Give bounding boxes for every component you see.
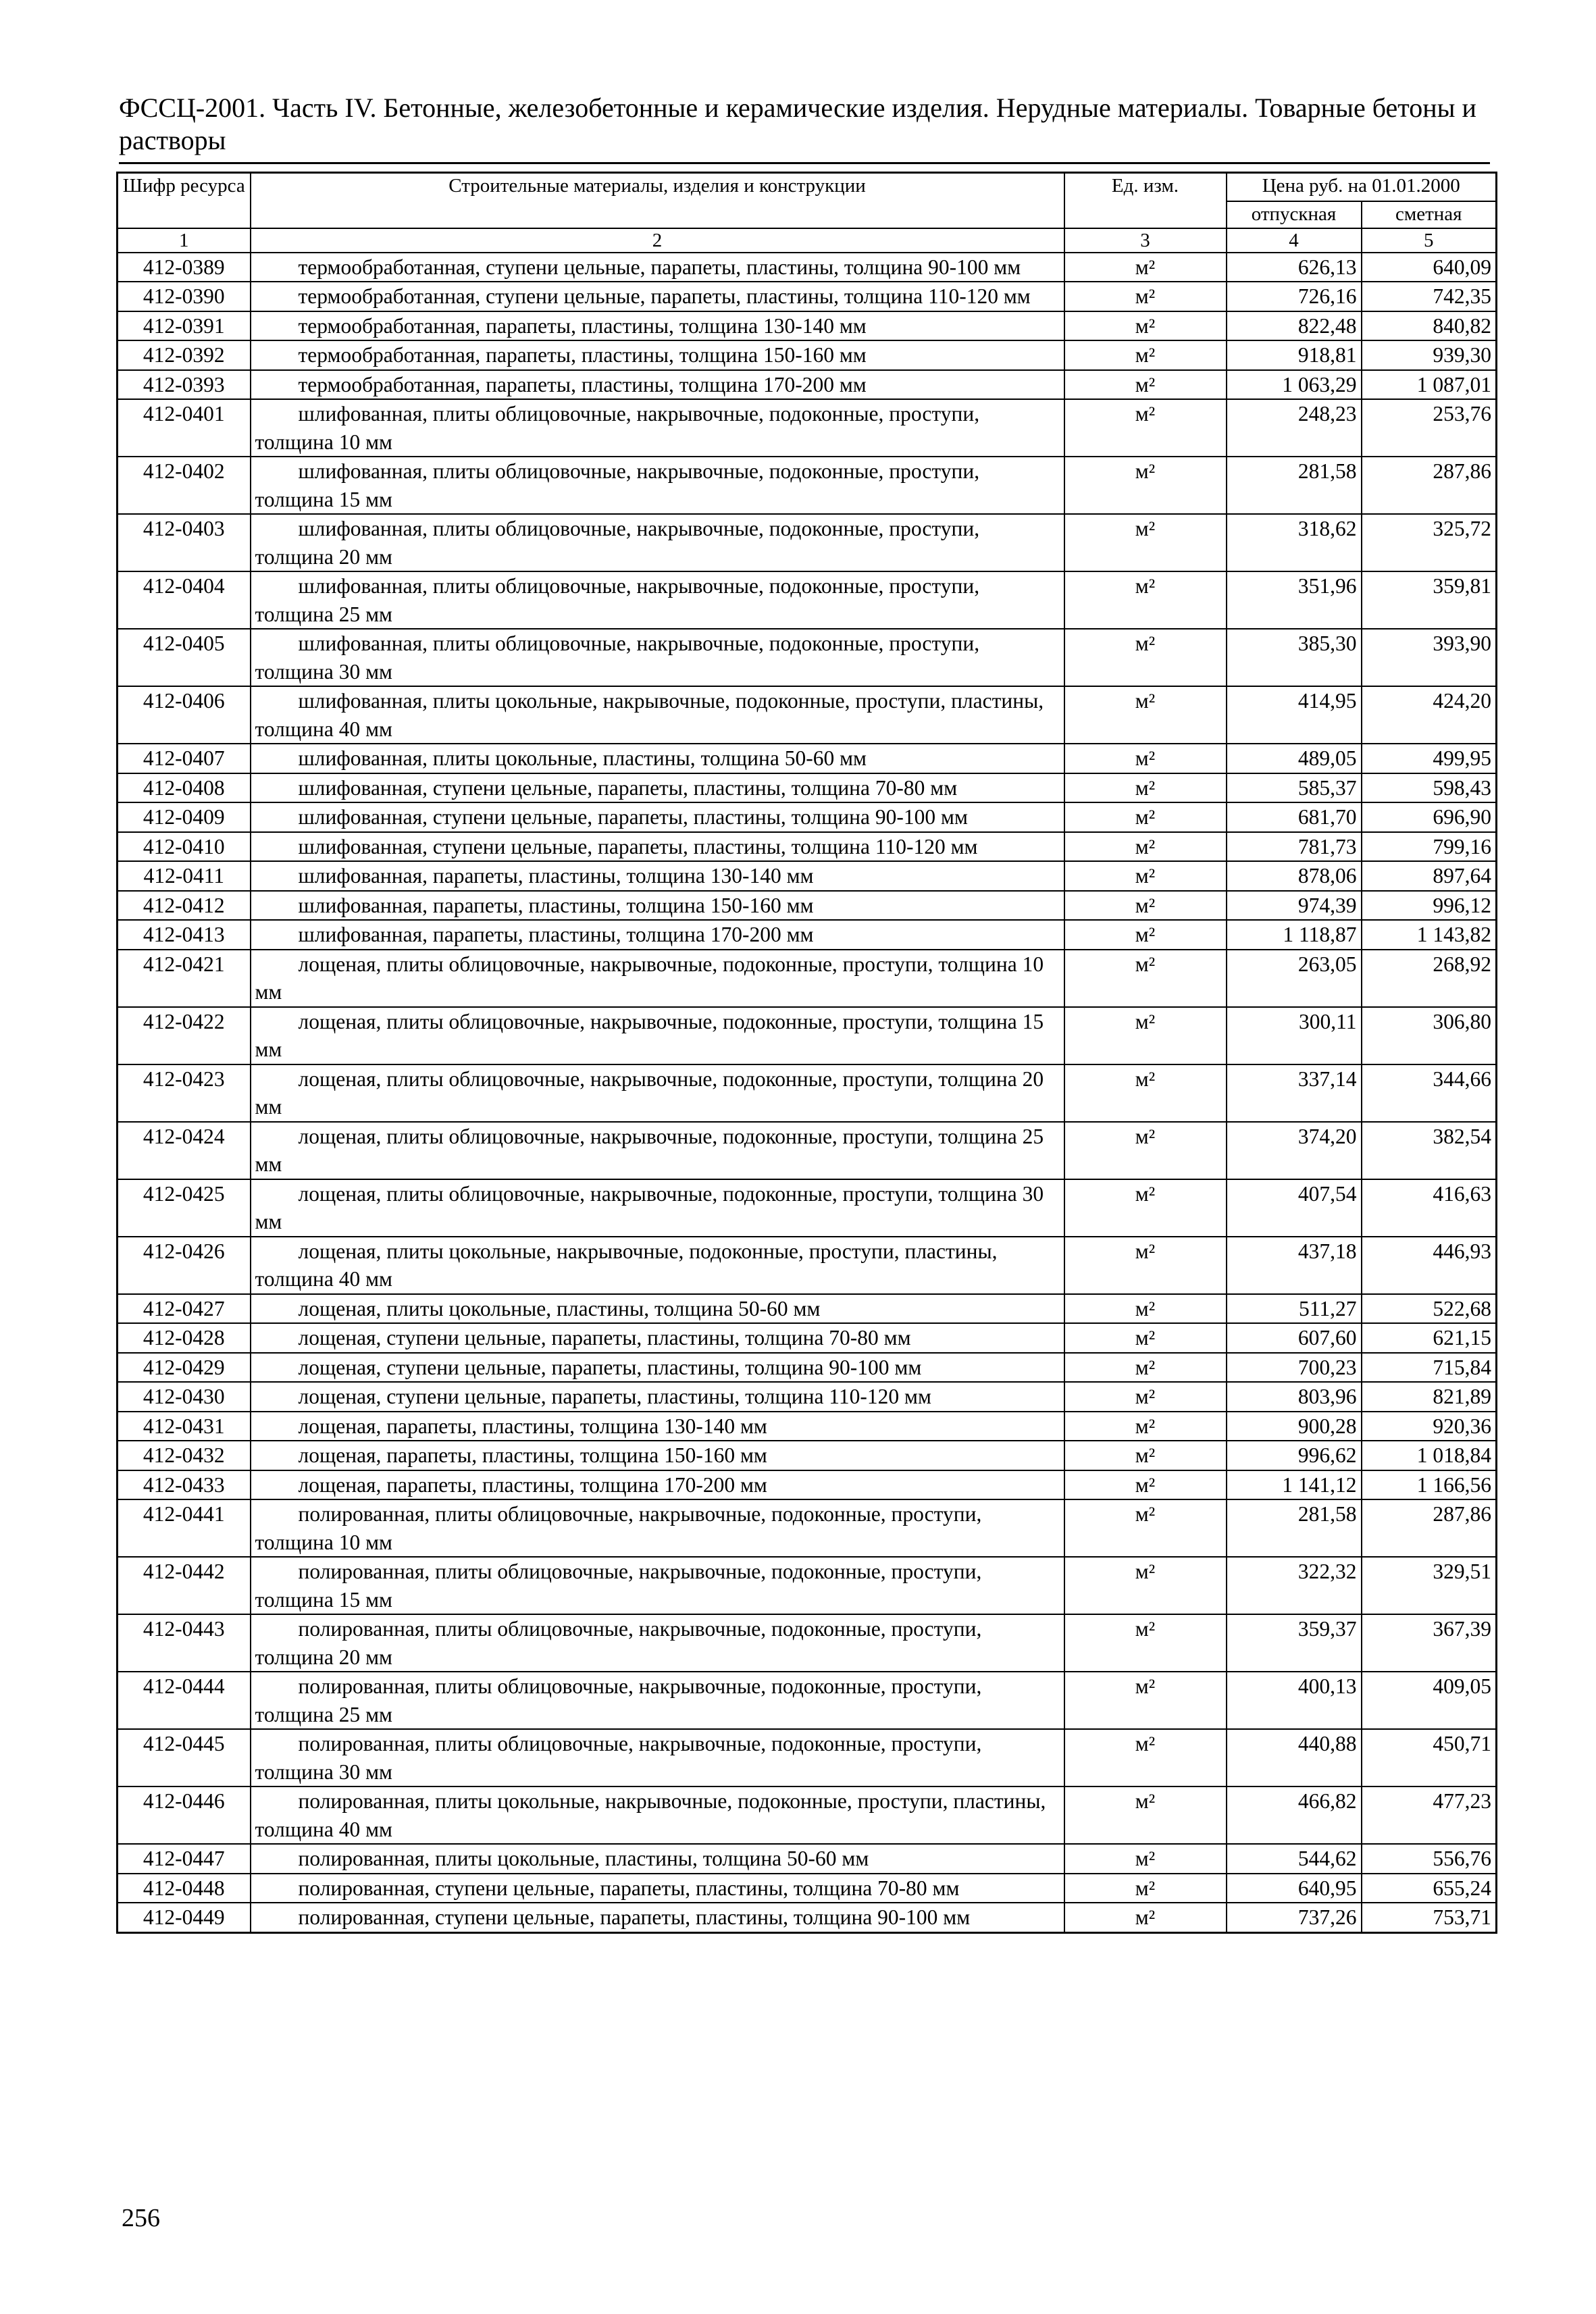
material-name-cell: шлифованная, плиты цокольные, накрывочные, подоконные, проступи, пластины, толщина 40 мм <box>251 686 1064 744</box>
estimate-price-cell: 393,90 <box>1362 629 1497 686</box>
estimate-price-cell: 367,39 <box>1362 1614 1497 1672</box>
material-name-cell: лощеная, парапеты, пластины, толщина 170-200 мм <box>251 1470 1064 1500</box>
material-name-cell: полированная, плиты облицовочные, накрывочные, подоконные, проступи, толщина 15 мм <box>251 1557 1064 1614</box>
release-price-cell: 359,37 <box>1227 1614 1362 1672</box>
estimate-price-cell: 715,84 <box>1362 1353 1497 1383</box>
table-row <box>118 1557 1497 1614</box>
unit-cell: м² <box>1064 1614 1227 1672</box>
unit-cell: м² <box>1064 282 1227 311</box>
column-header-unit: Ед. изм. <box>1064 173 1227 228</box>
estimate-price-cell: 329,51 <box>1362 1557 1497 1614</box>
table-row <box>118 1382 1497 1412</box>
table-row <box>118 1903 1497 1932</box>
unit-cell: м² <box>1064 1844 1227 1874</box>
estimate-price-cell: 640,09 <box>1362 253 1497 282</box>
resource-code-cell: 412-0432 <box>118 1441 251 1470</box>
estimate-price-cell: 742,35 <box>1362 282 1497 311</box>
unit-cell: м² <box>1064 773 1227 803</box>
table-row <box>118 686 1497 744</box>
table-row <box>118 399 1497 457</box>
column-header-code: Шифр ресурса <box>118 173 251 228</box>
release-price-cell: 466,82 <box>1227 1786 1362 1844</box>
estimate-price-cell: 287,86 <box>1362 457 1497 514</box>
estimate-price-cell: 939,30 <box>1362 340 1497 370</box>
release-price-cell: 607,60 <box>1227 1323 1362 1353</box>
table-row <box>118 1237 1497 1294</box>
unit-cell: м² <box>1064 1353 1227 1383</box>
release-price-cell: 640,95 <box>1227 1874 1362 1903</box>
page-number: 256 <box>122 2204 160 2232</box>
table-row <box>118 1470 1497 1500</box>
resource-code-cell: 412-0429 <box>118 1353 251 1383</box>
unit-cell: м² <box>1064 370 1227 400</box>
material-name-cell: шлифованная, ступени цельные, парапеты, пластины, толщина 110-120 мм <box>251 832 1064 862</box>
material-name-cell: полированная, плиты цокольные, пластины, толщина 50-60 мм <box>251 1844 1064 1874</box>
resource-code-cell: 412-0409 <box>118 802 251 832</box>
resource-code-cell: 412-0392 <box>118 340 251 370</box>
material-name-cell: лощеная, плиты облицовочные, накрывочные, подоконные, проступи, толщина 25 мм <box>251 1122 1064 1179</box>
resource-code-cell: 412-0424 <box>118 1122 251 1179</box>
resource-code-cell: 412-0426 <box>118 1237 251 1294</box>
release-price-cell: 1 063,29 <box>1227 370 1362 400</box>
material-name-cell: полированная, плиты цокольные, накрывочные, подоконные, проступи, пластины, толщина 40 мм <box>251 1786 1064 1844</box>
unit-cell: м² <box>1064 571 1227 629</box>
column-header-release-price: отпускная <box>1227 201 1362 228</box>
material-name-cell: шлифованная, ступени цельные, парапеты, пластины, толщина 90-100 мм <box>251 802 1064 832</box>
material-name-cell: лощеная, парапеты, пластины, толщина 150-160 мм <box>251 1441 1064 1470</box>
resource-code-cell: 412-0441 <box>118 1499 251 1557</box>
release-price-cell: 700,23 <box>1227 1353 1362 1383</box>
table-row <box>118 340 1497 370</box>
unit-cell: м² <box>1064 744 1227 773</box>
release-price-cell: 400,13 <box>1227 1672 1362 1729</box>
table-row <box>118 1353 1497 1383</box>
estimate-price-cell: 996,12 <box>1362 891 1497 921</box>
material-name-cell: шлифованная, плиты облицовочные, накрывочные, подоконные, проступи, толщина 20 мм <box>251 514 1064 571</box>
release-price-cell: 374,20 <box>1227 1122 1362 1179</box>
release-price-cell: 337,14 <box>1227 1064 1362 1122</box>
release-price-cell: 440,88 <box>1227 1729 1362 1786</box>
resource-code-cell: 412-0421 <box>118 950 251 1007</box>
unit-cell: м² <box>1064 1122 1227 1179</box>
material-name-cell: полированная, плиты облицовочные, накрывочные, подоконные, проступи, толщина 20 мм <box>251 1614 1064 1672</box>
estimate-price-cell: 840,82 <box>1362 311 1497 341</box>
price-table-header <box>118 173 1497 253</box>
estimate-price-cell: 287,86 <box>1362 1499 1497 1557</box>
material-name-cell: полированная, плиты облицовочные, накрывочные, подоконные, проступи, толщина 25 мм <box>251 1672 1064 1729</box>
resource-code-cell: 412-0389 <box>118 253 251 282</box>
material-name-cell: шлифованная, ступени цельные, парапеты, пластины, толщина 70-80 мм <box>251 773 1064 803</box>
material-name-cell: лощеная, ступени цельные, парапеты, пластины, толщина 110-120 мм <box>251 1382 1064 1412</box>
resource-code-cell: 412-0444 <box>118 1672 251 1729</box>
resource-code-cell: 412-0448 <box>118 1874 251 1903</box>
resource-code-cell: 412-0433 <box>118 1470 251 1500</box>
estimate-price-cell: 897,64 <box>1362 861 1497 891</box>
material-name-cell: полированная, плиты облицовочные, накрывочные, подоконные, проступи, толщина 10 мм <box>251 1499 1064 1557</box>
resource-code-cell: 412-0401 <box>118 399 251 457</box>
unit-cell: м² <box>1064 1007 1227 1064</box>
material-name-cell: лощеная, плиты облицовочные, накрывочные, подоконные, проступи, толщина 30 мм <box>251 1179 1064 1237</box>
release-price-cell: 585,37 <box>1227 773 1362 803</box>
column-number: 2 <box>251 228 1064 253</box>
unit-cell: м² <box>1064 861 1227 891</box>
resource-code-cell: 412-0407 <box>118 744 251 773</box>
column-header-estimate-price: сметная <box>1362 201 1497 228</box>
release-price-cell: 281,58 <box>1227 457 1362 514</box>
release-price-cell: 281,58 <box>1227 1499 1362 1557</box>
unit-cell: м² <box>1064 1499 1227 1557</box>
table-row <box>118 1614 1497 1672</box>
page-header <box>119 92 1490 157</box>
table-row <box>118 1844 1497 1874</box>
release-price-cell: 878,06 <box>1227 861 1362 891</box>
table-row <box>118 282 1497 311</box>
estimate-price-cell: 753,71 <box>1362 1903 1497 1932</box>
resource-code-cell: 412-0411 <box>118 861 251 891</box>
table-row <box>118 253 1497 282</box>
resource-code-cell: 412-0390 <box>118 282 251 311</box>
price-table-body <box>118 253 1497 1933</box>
release-price-cell: 414,95 <box>1227 686 1362 744</box>
table-row <box>118 1179 1497 1237</box>
table-row <box>118 920 1497 950</box>
material-name-cell: лощеная, плиты облицовочные, накрывочные, подоконные, проступи, толщина 20 мм <box>251 1064 1064 1122</box>
release-price-cell: 737,26 <box>1227 1903 1362 1932</box>
table-row <box>118 1786 1497 1844</box>
header-rule <box>119 162 1490 164</box>
resource-code-cell: 412-0442 <box>118 1557 251 1614</box>
estimate-price-cell: 416,63 <box>1362 1179 1497 1237</box>
table-row <box>118 891 1497 921</box>
estimate-price-cell: 920,36 <box>1362 1412 1497 1441</box>
release-price-cell: 511,27 <box>1227 1294 1362 1324</box>
estimate-price-cell: 359,81 <box>1362 571 1497 629</box>
unit-cell: м² <box>1064 1064 1227 1122</box>
estimate-price-cell: 477,23 <box>1362 1786 1497 1844</box>
material-name-cell: термообработанная, ступени цельные, парапеты, пластины, толщина 90-100 мм <box>251 253 1064 282</box>
estimate-price-cell: 655,24 <box>1362 1874 1497 1903</box>
unit-cell: м² <box>1064 311 1227 341</box>
column-number: 4 <box>1227 228 1362 253</box>
material-name-cell: лощеная, ступени цельные, парапеты, пластины, толщина 90-100 мм <box>251 1353 1064 1383</box>
release-price-cell: 322,32 <box>1227 1557 1362 1614</box>
table-row <box>118 1007 1497 1064</box>
estimate-price-cell: 1 018,84 <box>1362 1441 1497 1470</box>
material-name-cell: полированная, ступени цельные, парапеты, пластины, толщина 70-80 мм <box>251 1874 1064 1903</box>
release-price-cell: 544,62 <box>1227 1844 1362 1874</box>
release-price-cell: 996,62 <box>1227 1441 1362 1470</box>
column-number: 3 <box>1064 228 1227 253</box>
material-name-cell: полированная, ступени цельные, парапеты, пластины, толщина 90-100 мм <box>251 1903 1064 1932</box>
table-row <box>118 1294 1497 1324</box>
table-row <box>118 1064 1497 1122</box>
resource-code-cell: 412-0430 <box>118 1382 251 1412</box>
table-row <box>118 1729 1497 1786</box>
table-row <box>118 1672 1497 1729</box>
release-price-cell: 318,62 <box>1227 514 1362 571</box>
estimate-price-cell: 424,20 <box>1362 686 1497 744</box>
resource-code-cell: 412-0404 <box>118 571 251 629</box>
material-name-cell: шлифованная, плиты облицовочные, накрывочные, подоконные, проступи, толщина 25 мм <box>251 571 1064 629</box>
resource-code-cell: 412-0423 <box>118 1064 251 1122</box>
table-row <box>118 629 1497 686</box>
material-name-cell: термообработанная, парапеты, пластины, толщина 130-140 мм <box>251 311 1064 341</box>
unit-cell: м² <box>1064 1179 1227 1237</box>
material-name-cell: лощеная, ступени цельные, парапеты, пластины, толщина 70-80 мм <box>251 1323 1064 1353</box>
table-row <box>118 1412 1497 1441</box>
table-row <box>118 744 1497 773</box>
table-row <box>118 773 1497 803</box>
estimate-price-cell: 621,15 <box>1362 1323 1497 1353</box>
unit-cell: м² <box>1064 950 1227 1007</box>
estimate-price-cell: 446,93 <box>1362 1237 1497 1294</box>
estimate-price-cell: 1 087,01 <box>1362 370 1497 400</box>
resource-code-cell: 412-0408 <box>118 773 251 803</box>
release-price-cell: 803,96 <box>1227 1382 1362 1412</box>
estimate-price-cell: 696,90 <box>1362 802 1497 832</box>
table-row <box>118 457 1497 514</box>
resource-code-cell: 412-0403 <box>118 514 251 571</box>
resource-code-cell: 412-0422 <box>118 1007 251 1064</box>
release-price-cell: 263,05 <box>1227 950 1362 1007</box>
material-name-cell: шлифованная, плиты облицовочные, накрывочные, подоконные, проступи, толщина 30 мм <box>251 629 1064 686</box>
column-number: 5 <box>1362 228 1497 253</box>
column-header-name: Строительные материалы, изделия и конструкции <box>251 173 1064 228</box>
resource-code-cell: 412-0410 <box>118 832 251 862</box>
resource-code-cell: 412-0393 <box>118 370 251 400</box>
material-name-cell: термообработанная, ступени цельные, парапеты, пластины, толщина 110-120 мм <box>251 282 1064 311</box>
resource-code-cell: 412-0406 <box>118 686 251 744</box>
material-name-cell: шлифованная, парапеты, пластины, толщина 170-200 мм <box>251 920 1064 950</box>
table-row <box>118 861 1497 891</box>
unit-cell: м² <box>1064 802 1227 832</box>
table-row <box>118 1441 1497 1470</box>
document-title: ФССЦ-2001. Часть IV. Бетонные, железобетонные и керамические изделия. Нерудные материалы. Товарные бетоны и растворы <box>119 93 1476 155</box>
unit-cell: м² <box>1064 457 1227 514</box>
resource-code-cell: 412-0446 <box>118 1786 251 1844</box>
unit-cell: м² <box>1064 253 1227 282</box>
estimate-price-cell: 821,89 <box>1362 1382 1497 1412</box>
estimate-price-cell: 344,66 <box>1362 1064 1497 1122</box>
table-row <box>118 311 1497 341</box>
estimate-price-cell: 253,76 <box>1362 399 1497 457</box>
table-row <box>118 514 1497 571</box>
unit-cell: м² <box>1064 1441 1227 1470</box>
material-name-cell: лощеная, плиты облицовочные, накрывочные, подоконные, проступи, толщина 15 мм <box>251 1007 1064 1064</box>
release-price-cell: 1 118,87 <box>1227 920 1362 950</box>
unit-cell: м² <box>1064 1903 1227 1932</box>
resource-code-cell: 412-0412 <box>118 891 251 921</box>
release-price-cell: 351,96 <box>1227 571 1362 629</box>
table-row <box>118 1499 1497 1557</box>
unit-cell: м² <box>1064 1874 1227 1903</box>
estimate-price-cell: 382,54 <box>1362 1122 1497 1179</box>
unit-cell: м² <box>1064 1382 1227 1412</box>
unit-cell: м² <box>1064 399 1227 457</box>
resource-code-cell: 412-0402 <box>118 457 251 514</box>
release-price-cell: 626,13 <box>1227 253 1362 282</box>
release-price-cell: 822,48 <box>1227 311 1362 341</box>
material-name-cell: лощеная, плиты цокольные, пластины, толщина 50-60 мм <box>251 1294 1064 1324</box>
release-price-cell: 407,54 <box>1227 1179 1362 1237</box>
unit-cell: м² <box>1064 1323 1227 1353</box>
estimate-price-cell: 268,92 <box>1362 950 1497 1007</box>
unit-cell: м² <box>1064 629 1227 686</box>
table-row <box>118 571 1497 629</box>
table-row <box>118 1122 1497 1179</box>
material-name-cell: полированная, плиты облицовочные, накрывочные, подоконные, проступи, толщина 30 мм <box>251 1729 1064 1786</box>
table-row <box>118 802 1497 832</box>
resource-code-cell: 412-0425 <box>118 1179 251 1237</box>
unit-cell: м² <box>1064 514 1227 571</box>
release-price-cell: 900,28 <box>1227 1412 1362 1441</box>
unit-cell: м² <box>1064 832 1227 862</box>
material-name-cell: термообработанная, парапеты, пластины, толщина 170-200 мм <box>251 370 1064 400</box>
release-price-cell: 1 141,12 <box>1227 1470 1362 1500</box>
unit-cell: м² <box>1064 340 1227 370</box>
material-name-cell: шлифованная, плиты цокольные, пластины, толщина 50-60 мм <box>251 744 1064 773</box>
unit-cell: м² <box>1064 1470 1227 1500</box>
estimate-price-cell: 450,71 <box>1362 1729 1497 1786</box>
unit-cell: м² <box>1064 920 1227 950</box>
resource-code-cell: 412-0445 <box>118 1729 251 1786</box>
release-price-cell: 300,11 <box>1227 1007 1362 1064</box>
estimate-price-cell: 1 143,82 <box>1362 920 1497 950</box>
material-name-cell: лощеная, плиты цокольные, накрывочные, подоконные, проступи, пластины, толщина 40 мм <box>251 1237 1064 1294</box>
table-row <box>118 950 1497 1007</box>
material-name-cell: шлифованная, парапеты, пластины, толщина 130-140 мм <box>251 861 1064 891</box>
estimate-price-cell: 306,80 <box>1362 1007 1497 1064</box>
release-price-cell: 918,81 <box>1227 340 1362 370</box>
estimate-price-cell: 409,05 <box>1362 1672 1497 1729</box>
unit-cell: м² <box>1064 1557 1227 1614</box>
resource-code-cell: 412-0405 <box>118 629 251 686</box>
material-name-cell: термообработанная, парапеты, пластины, толщина 150-160 мм <box>251 340 1064 370</box>
resource-code-cell: 412-0449 <box>118 1903 251 1932</box>
material-name-cell: лощеная, плиты облицовочные, накрывочные, подоконные, проступи, толщина 10 мм <box>251 950 1064 1007</box>
unit-cell: м² <box>1064 1237 1227 1294</box>
resource-code-cell: 412-0413 <box>118 920 251 950</box>
unit-cell: м² <box>1064 1412 1227 1441</box>
release-price-cell: 974,39 <box>1227 891 1362 921</box>
material-name-cell: лощеная, парапеты, пластины, толщина 130-140 мм <box>251 1412 1064 1441</box>
release-price-cell: 681,70 <box>1227 802 1362 832</box>
release-price-cell: 781,73 <box>1227 832 1362 862</box>
release-price-cell: 489,05 <box>1227 744 1362 773</box>
release-price-cell: 385,30 <box>1227 629 1362 686</box>
unit-cell: м² <box>1064 1294 1227 1324</box>
unit-cell: м² <box>1064 1729 1227 1786</box>
unit-cell: м² <box>1064 686 1227 744</box>
estimate-price-cell: 325,72 <box>1362 514 1497 571</box>
resource-code-cell: 412-0431 <box>118 1412 251 1441</box>
material-name-cell: шлифованная, плиты облицовочные, накрывочные, подоконные, проступи, толщина 10 мм <box>251 399 1064 457</box>
release-price-cell: 437,18 <box>1227 1237 1362 1294</box>
release-price-cell: 248,23 <box>1227 399 1362 457</box>
resource-code-cell: 412-0391 <box>118 311 251 341</box>
estimate-price-cell: 522,68 <box>1362 1294 1497 1324</box>
unit-cell: м² <box>1064 1672 1227 1729</box>
estimate-price-cell: 799,16 <box>1362 832 1497 862</box>
column-group-price: Цена руб. на 01.01.2000 <box>1227 173 1497 201</box>
unit-cell: м² <box>1064 1786 1227 1844</box>
resource-code-cell: 412-0447 <box>118 1844 251 1874</box>
table-row <box>118 1874 1497 1903</box>
estimate-price-cell: 1 166,56 <box>1362 1470 1497 1500</box>
resource-code-cell: 412-0443 <box>118 1614 251 1672</box>
table-row <box>118 1323 1497 1353</box>
column-number: 1 <box>118 228 251 253</box>
release-price-cell: 726,16 <box>1227 282 1362 311</box>
estimate-price-cell: 499,95 <box>1362 744 1497 773</box>
resource-code-cell: 412-0427 <box>118 1294 251 1324</box>
material-name-cell: шлифованная, плиты облицовочные, накрывочные, подоконные, проступи, толщина 15 мм <box>251 457 1064 514</box>
unit-cell: м² <box>1064 891 1227 921</box>
price-table <box>116 172 1497 1934</box>
estimate-price-cell: 556,76 <box>1362 1844 1497 1874</box>
material-name-cell: шлифованная, парапеты, пластины, толщина 150-160 мм <box>251 891 1064 921</box>
estimate-price-cell: 598,43 <box>1362 773 1497 803</box>
table-row <box>118 370 1497 400</box>
table-row <box>118 832 1497 862</box>
resource-code-cell: 412-0428 <box>118 1323 251 1353</box>
